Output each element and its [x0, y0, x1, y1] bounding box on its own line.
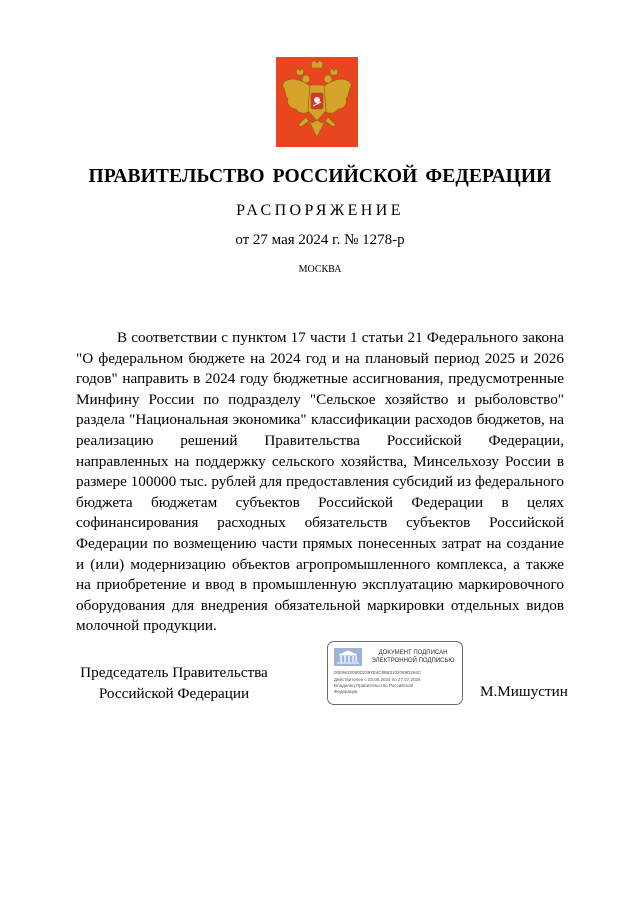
signatory-position: [76, 663, 272, 704]
government-title: ПРАВИТЕЛЬСТВО РОССИЙСКОЙ ФЕДЕРАЦИИ: [88, 166, 552, 187]
stamp-owner-line2: Федерации: [334, 689, 358, 694]
signer-name: М.Мишустин: [480, 683, 568, 700]
electronic-signature-stamp: [327, 641, 463, 705]
stamp-owner-line1: Владелец Правительство Российской: [334, 683, 414, 688]
government-building-icon: [334, 648, 362, 666]
document-number-date: от 27 мая 2024 г. № 1278-р: [235, 232, 405, 248]
stamp-validity: Действителен с 03.05.2024 по 27.07.2025: [334, 677, 421, 682]
stamp-title-line2: ЭЛЕКТРОННОЙ ПОДПИСЬЮ: [371, 658, 455, 664]
stamp-title-line1: ДОКУМЕНТ ПОДПИСАН: [378, 650, 448, 656]
signatory-position-line2: Российской Федерации: [98, 684, 250, 702]
signatory-position-line1: Председатель Правительства: [80, 664, 268, 681]
city-label: МОСКВА: [298, 264, 342, 275]
stamp-certificate: 00E9632080D2397E4C8B83102069D264C: [334, 670, 422, 675]
stamp-title: [366, 649, 460, 665]
order-body-paragraph: В соответствии с пунктом 17 части 1 статьи 21 Федерального закона "О федеральном бюджете на 2024 год и на плановый период 2025 и 2026 годов" направить в 2024 году бюджетные ассигнования, предусмотренные Минфину России по подразделу "Сельское хозяйство и рыболовство" раздела "Национальная экономика" классификации расходов бюджетов, на реализацию решений Правительства Российской Федерации, направленных на поддержку сельского хозяйства, Минсельхозу России в размере 100000 тыс. рублей для предоставления субсидий из федерального бюджета бюджетам субъектов Российской Федерации в целях софинансирования расходных обязательств субъектов Российской Федерации по возмещению части прямых понесенных затрат на создание и (или) модернизацию объектов агропромышленного комплекса, а также на приобретение и ввод в промышленную эксплуатацию маркировочного оборудования для внедрения обязательной маркировки отдельных видов молочной продукции.: [76, 329, 564, 635]
document-type: РАСПОРЯЖЕНИЕ: [236, 202, 404, 219]
coat-of-arms-icon: [276, 57, 358, 147]
